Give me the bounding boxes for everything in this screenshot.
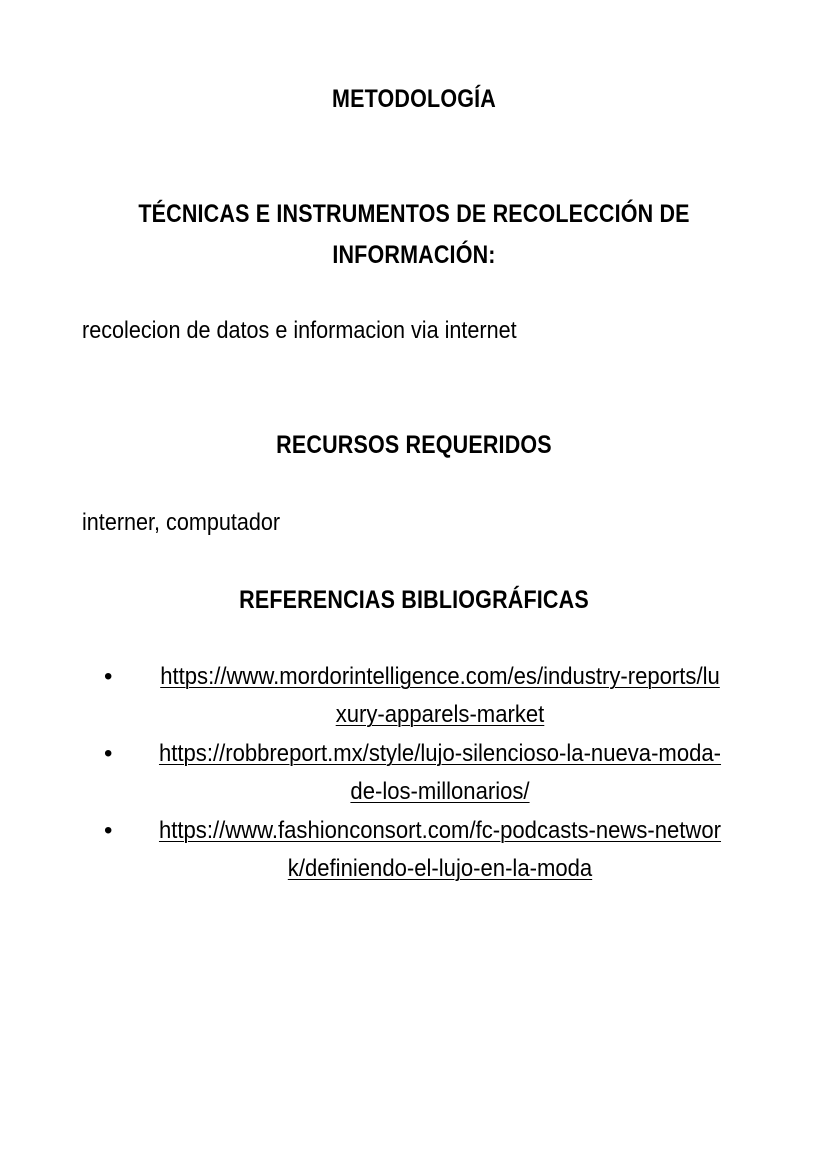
section-heading-tecnicas: TÉCNICAS E INSTRUMENTOS DE RECOLECCIÓN DE INFORMACIÓN: [138, 200, 690, 269]
bullet-icon: • [104, 817, 113, 844]
section-heading-referencias: REFERENCIAS BIBLIOGRÁFICAS [239, 586, 589, 614]
section-body-recursos: interner, computador [82, 509, 281, 536]
section-heading-recursos: RECURSOS REQUERIDOS [276, 431, 552, 459]
section-body-tecnicas: recolecion de datos e informacion via internet [82, 317, 517, 344]
bullet-icon: • [104, 740, 113, 767]
bullet-icon: • [104, 663, 113, 690]
reference-link-1[interactable]: https://www.mordorintelligence.com/es/industry-reports/luxury-apparels-market [160, 663, 720, 728]
page-title: METODOLOGÍA [332, 85, 496, 113]
reference-link-2[interactable]: https://robbreport.mx/style/lujo-silencioso-la-nueva-moda-de-los-millonarios/ [158, 740, 722, 805]
reference-link-3[interactable]: https://www.fashionconsort.com/fc-podcasts-news-network/definiendo-el-lujo-en-la-moda [158, 817, 722, 882]
